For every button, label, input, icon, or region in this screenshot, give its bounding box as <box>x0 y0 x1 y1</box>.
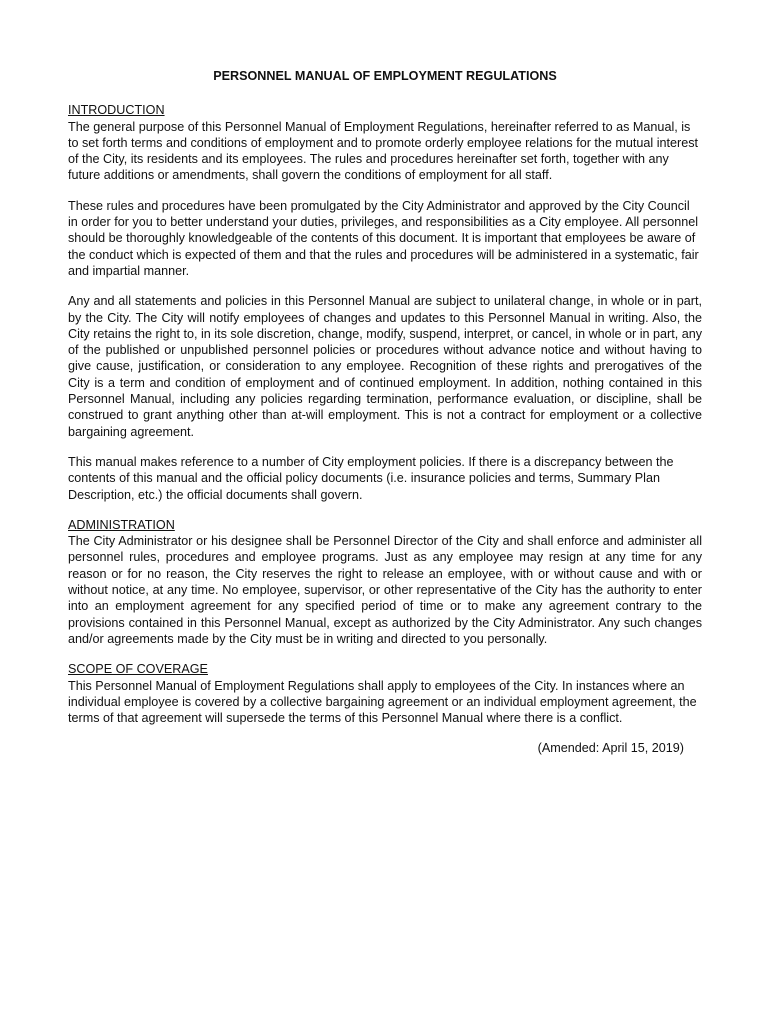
amended-note: (Amended: April 15, 2019) <box>537 741 684 756</box>
document-body <box>68 68 702 757</box>
intro-paragraph-4: This manual makes reference to a number of City employment policies. If there is a discrepancy between the contents of this manual and the official policy documents (i.e. insurance policies and terms, Summary Plan Description, etc.) the official documents shall govern. <box>68 454 674 502</box>
section-heading-introduction: INTRODUCTION <box>68 103 165 118</box>
intro-paragraph-3: Any and all statements and policies in this Personnel Manual are subject to unilateral change, in whole or in part, by the City. The City will notify employees of changes and updates to this Personnel Manual in writing. Also, the City retains the right to, in its sole discretion, change, modify, suspend, interpret, or cancel, in whole or in part, any of the published or unpublished personnel policies or procedures without advance notice and without having to give cause, justification, or consideration to any employee. Recognition of these rights and prerogatives of the City is a term and condition of employment and of continued employment. In addition, nothing contained in this Personnel Manual, including any policies regarding termination, performance evaluation, or discipline, shall be construed to grant anything other than at-will employment. This is not a contract for employment or a collective bargaining agreement. <box>68 294 702 439</box>
intro-paragraph-1: The general purpose of this Personnel Manual of Employment Regulations, hereinafter referred to as Manual, is to set forth terms and conditions of employment and to promote orderly employee relations for the mutual interest of the City, its residents and its employees. The rules and procedures hereinafter set forth, together with any future additions or amendments, shall govern the conditions of employment for all staff. <box>68 119 699 183</box>
section-scope-of-coverage <box>68 661 702 726</box>
section-heading-administration: ADMINISTRATION <box>68 517 175 532</box>
administration-paragraph-1: The City Administrator or his designee shall be Personnel Director of the City and shall enforce and administer all personnel rules, procedures and employee programs. Just as any employee may resign at any time for any reason or for no reason, the City reserves the right to release an employee, with or without cause and with or without notice, at any time. No employee, supervisor, or other representative of the City has the authority to enter into an employment agreement for any specified period of time or to make any agreement contrary to the provisions contained in this Personnel Manual, except as authorized by the City Administrator. Any such changes and/or agreements made by the City must be in writing and directed to you personally. <box>68 534 702 646</box>
document-title: PERSONNEL MANUAL OF EMPLOYMENT REGULATIONS <box>213 69 557 83</box>
section-introduction <box>68 102 702 503</box>
scope-paragraph-1: This Personnel Manual of Employment Regulations shall apply to employees of the City. In instances where an individual employee is covered by a collective bargaining agreement or an individual employment agreement, the terms of that agreement will supersede the terms of this Personnel Manual where there is a conflict. <box>68 678 697 726</box>
section-heading-scope-of-coverage: SCOPE OF COVERAGE <box>68 662 208 677</box>
intro-paragraph-2: These rules and procedures have been promulgated by the City Administrator and approved by the City Council in order for you to better understand your duties, privileges, and responsibilities as a City employee. All personnel should be thoroughly knowledgeable of the contents of this document. It is important that employees be aware of the conduct which is expected of them and that the rules and procedures will be administered in a systematic, fair and impartial manner. <box>68 198 699 278</box>
section-administration <box>68 517 702 647</box>
